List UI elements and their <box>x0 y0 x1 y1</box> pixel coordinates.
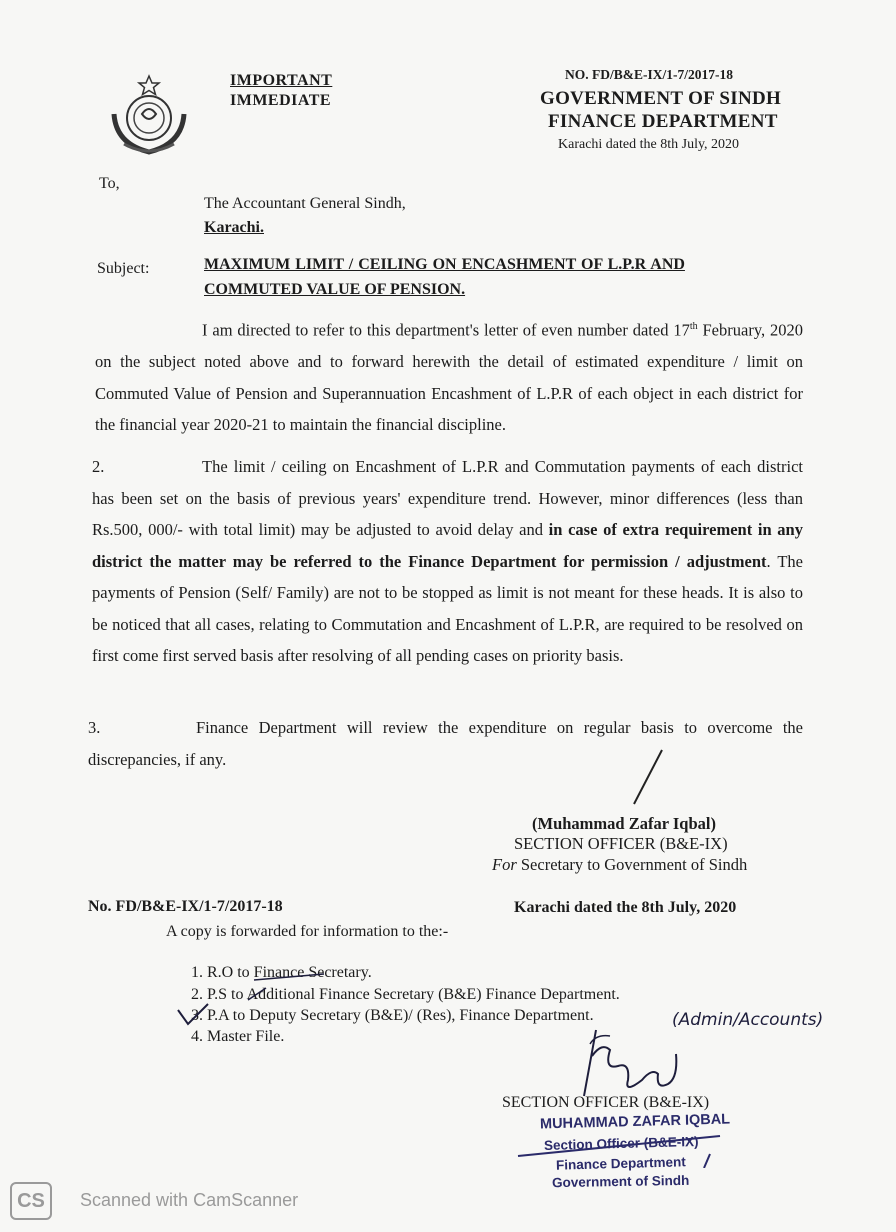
priority-immediate: IMMEDIATE <box>230 92 332 109</box>
stamp-department: Finance Department <box>555 1154 686 1173</box>
letter-number: NO. FD/B&E-IX/1-7/2017-18 <box>565 67 733 82</box>
paragraph-1-text-b: February, 2020 on the subject noted above and to forward herewith the detail of estimated expenditure / limit on Commuted Value of Pension and Superannuation Encashment of L.P.R of each object in each district for the financial year 2020-21 to maintain the financial discipline. <box>95 320 803 434</box>
recipient-city: Karachi. <box>204 219 264 236</box>
stamp-title: Section Officer (B&E-IX) <box>543 1133 699 1154</box>
paragraph-3 <box>88 712 803 775</box>
paragraph-2 <box>92 451 803 672</box>
copy-intro: A copy is forwarded for information to the:- <box>166 923 449 940</box>
camscanner-watermark: Scanned with CamScanner <box>80 1190 299 1210</box>
paragraph-2-number: 2. <box>92 457 105 476</box>
to-label: To, <box>99 175 120 192</box>
strikethrough-icon <box>244 964 334 1004</box>
paragraph-2-text-b: . The payments of Pension (Self/ Family) are not to be stopped as limit is not meant for these heads. It is also to be noticed that all cases, relating to Commutation and Encashment of L.P.R, are required to be resolved on first come first served basis after resolving of all pending cases on priority basis. <box>92 551 803 665</box>
stamp-government: Government of Sindh <box>551 1172 690 1191</box>
stamp-name: MUHAMMAD ZAFAR IQBAL <box>539 1111 731 1133</box>
paragraph-3-text: Finance Department will review the expenditure on regular basis to overcome the discrepancies, if any. <box>88 718 803 769</box>
paragraph-2-bold: in case of extra requirement in any district the matter may be referred to the Finance Department for permission / adjustment <box>92 520 803 571</box>
paragraph-1-text-a: I am directed to refer to this department's letter of even number dated 17 <box>202 320 690 340</box>
paragraph-1-sup: th <box>689 321 698 332</box>
copy-item-2: 2. P.S to Additional Finance Secretary (B&E) Finance Department. <box>191 986 620 1003</box>
signatory-for-rest: Secretary to Government of Sindh <box>516 855 748 874</box>
copy-item-3: 3. P.A to Deputy Secretary (B&E)/ (Res), Finance Department. <box>191 1007 594 1024</box>
signatory-for-prefix: For <box>492 855 517 874</box>
org-department: FINANCE DEPARTMENT <box>548 111 778 132</box>
subject-line-2: COMMUTED VALUE OF PENSION. <box>204 281 466 298</box>
subject-line-1: MAXIMUM LIMIT / CEILING ON ENCASHMENT OF L.P.R AND <box>204 256 685 273</box>
priority-important: IMPORTANT <box>230 72 333 89</box>
letter-date: Karachi dated the 8th July, 2020 <box>558 137 740 152</box>
handwritten-note: (Admin/Accounts) <box>672 1010 824 1030</box>
copy-letter-number: No. FD/B&E-IX/1-7/2017-18 <box>88 898 283 915</box>
org-government: GOVERNMENT OF SINDH <box>540 88 782 109</box>
government-seal-icon <box>104 74 194 160</box>
subject-label: Subject: <box>97 260 150 277</box>
copy-item-4: 4. Master File. <box>191 1028 285 1045</box>
paragraph-3-number: 3. <box>88 718 101 737</box>
checkmark-icon <box>176 1002 210 1028</box>
paragraph-2-text-a: The limit / ceiling on Encashment of L.P.R and Commutation payments of each district has been set on the basis of previous years' expenditure trend. However, minor differences (less than Rs.500, 000/- with total limit) may be adjusted to avoid delay and <box>92 457 803 539</box>
signatory-for <box>492 855 747 875</box>
signatory-title: SECTION OFFICER (B&E-IX) <box>514 834 728 853</box>
signatory-name: (Muhammad Zafar Iqbal) <box>532 814 716 833</box>
copy-item-1: 1. R.O to Finance Secretary. <box>191 964 372 981</box>
paragraph-1 <box>95 311 803 441</box>
copy-section-officer: SECTION OFFICER (B&E-IX) <box>502 1094 710 1111</box>
copy-date: Karachi dated the 8th July, 2020 <box>514 899 737 916</box>
signature-stroke-icon <box>628 748 668 808</box>
recipient-name: The Accountant General Sindh, <box>204 195 406 212</box>
camscanner-logo-icon: CS <box>10 1182 52 1220</box>
